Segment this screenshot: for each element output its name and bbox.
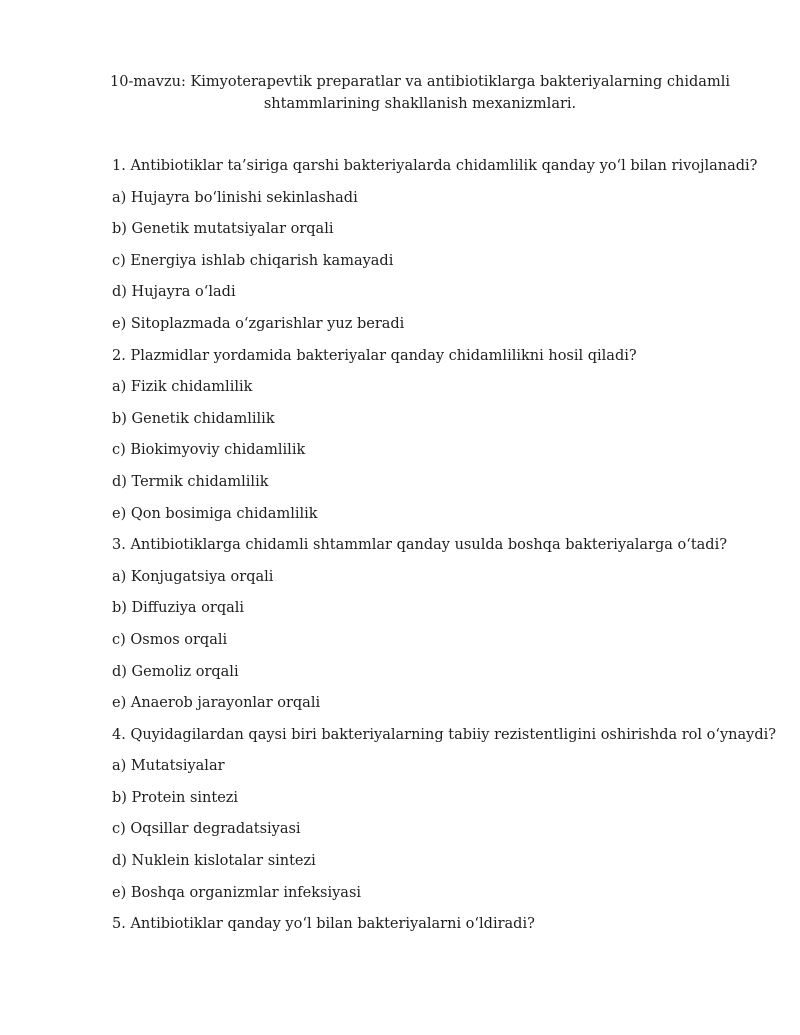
- answer-option: c) Energiya ishlab chiqarish kamayadi: [112, 252, 394, 269]
- answer-option: a) Fizik chidamlilik: [112, 379, 253, 396]
- answer-option: d) Termik chidamlilik: [112, 473, 269, 490]
- answer-option: b) Genetik mutatsiyalar orqali: [112, 221, 334, 238]
- question-text: 2. Plazmidlar yordamida bakteriyalar qanday chidamlilikni hosil qiladi?: [112, 347, 637, 364]
- answer-option: d) Nuklein kislotalar sintezi: [112, 853, 316, 870]
- answer-option: a) Hujayra bo‘linishi sekinlashadi: [112, 189, 358, 206]
- question-3: [112, 535, 772, 713]
- question-4: [112, 725, 777, 903]
- title-line-1: 10-mavzu: Kimyoterapevtik preparatlar va antibiotiklarga bakteriyalarning chidamli: [110, 74, 730, 90]
- title-line-2: shtammlarining shakllanish mexanizmlari.: [263, 95, 577, 112]
- question-text: 4. Quyidagilardan qaysi biri bakteriyalarning tabiiy rezistentligini oshirishda rol o‘ynaydi?: [112, 726, 777, 743]
- answer-option: e) Anaerob jarayonlar orqali: [112, 695, 321, 712]
- answer-option: a) Mutatsiyalar: [112, 758, 225, 775]
- answer-option: b) Diffuziya orqali: [112, 600, 245, 617]
- answer-option: e) Boshqa organizmlar infeksiyasi: [112, 884, 362, 901]
- answer-option: d) Gemoliz orqali: [112, 663, 239, 680]
- answer-option: e) Qon bosimiga chidamlilik: [112, 505, 318, 522]
- question-text: 5. Antibiotiklar qanday yo‘l bilan bakteriyalarni o‘ldiradi?: [112, 916, 535, 933]
- page-title: [90, 72, 750, 115]
- answer-option: b) Protein sintezi: [112, 789, 239, 806]
- question-text: 1. Antibiotiklar ta’siriga qarshi bakteriyalarda chidamlilik qanday yo‘l bilan rivojlanadi?: [112, 158, 758, 174]
- answer-option: c) Biokimyoviy chidamlilik: [112, 442, 306, 459]
- answer-option: e) Sitoplazmada o‘zgarishlar yuz beradi: [112, 315, 405, 332]
- question-2: [112, 346, 772, 524]
- question-5: [112, 914, 772, 934]
- answer-option: c) Oqsillar degradatsiyasi: [112, 821, 301, 838]
- answer-option: c) Osmos orqali: [112, 631, 228, 648]
- question-1: [112, 156, 772, 334]
- answer-option: b) Genetik chidamlilik: [112, 410, 275, 427]
- question-text: 3. Antibiotiklarga chidamli shtammlar qanday usulda boshqa bakteriyalarga o‘tadi?: [112, 537, 727, 554]
- question-list: [112, 156, 777, 946]
- answer-option: a) Konjugatsiya orqali: [112, 568, 274, 585]
- answer-option: d) Hujayra o‘ladi: [112, 284, 236, 301]
